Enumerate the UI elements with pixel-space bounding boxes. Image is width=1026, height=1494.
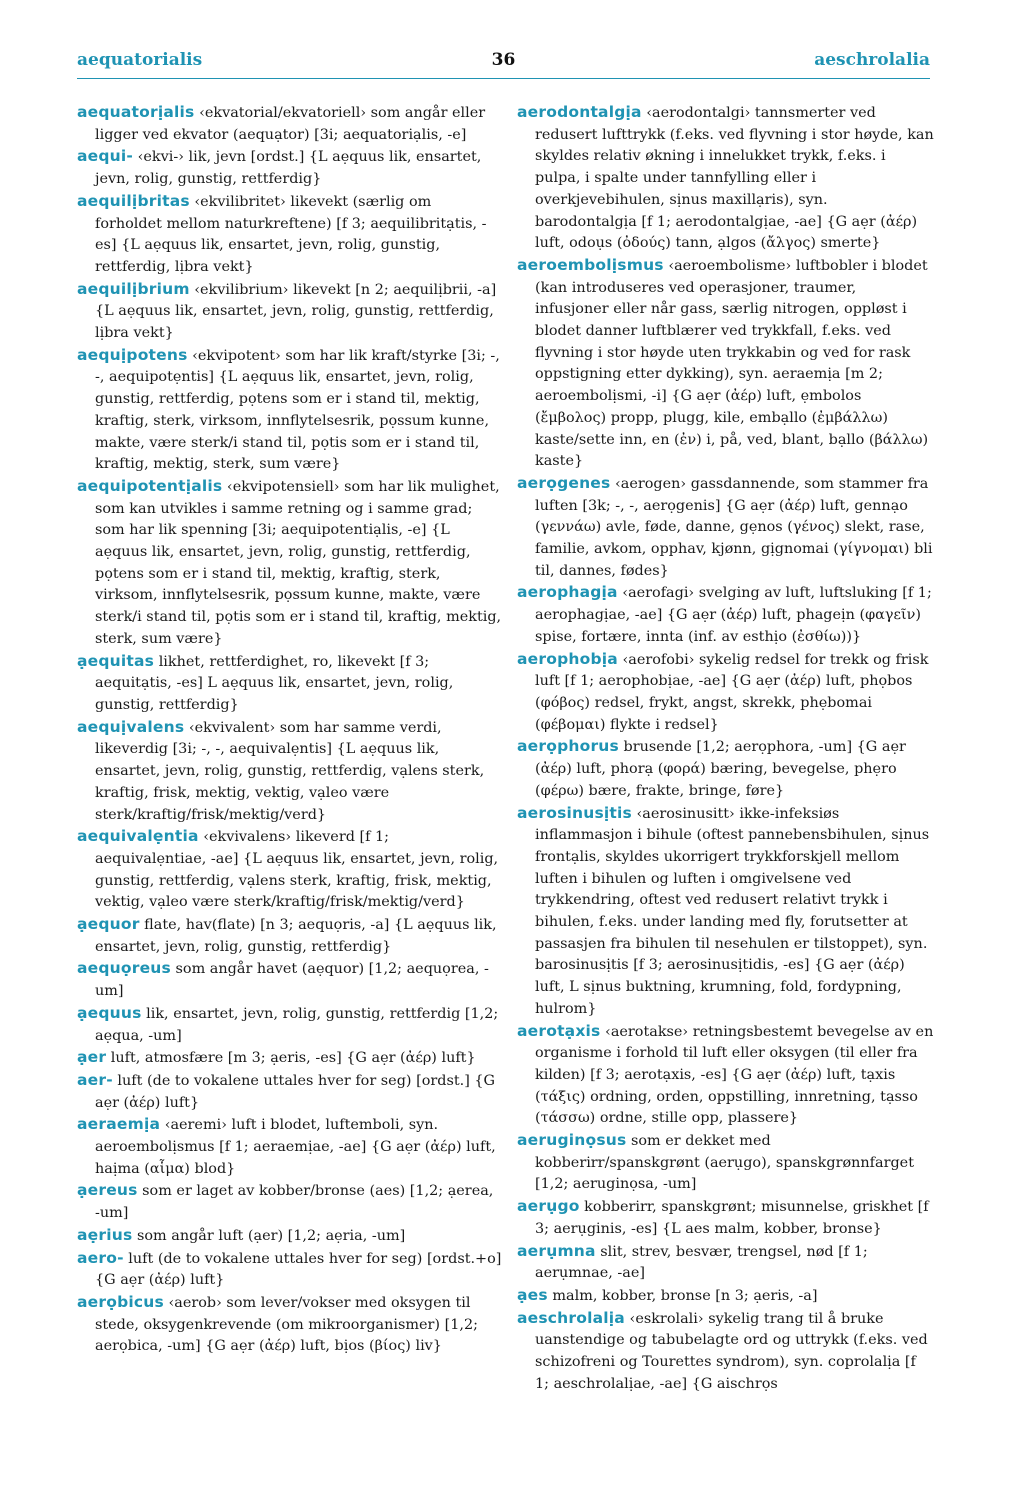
dictionary-entry xyxy=(77,1070,502,1114)
entry-headword: aeroembolịsmus xyxy=(517,255,664,274)
entry-headword: ạequus xyxy=(77,1003,142,1022)
dictionary-entry xyxy=(77,1003,502,1047)
dictionary-entry xyxy=(517,1130,934,1196)
entry-headword: aeruginọsus xyxy=(517,1131,627,1150)
entry-headword: aẹrius xyxy=(77,1225,133,1244)
right-column xyxy=(517,102,934,1395)
entry-definition: ‹ekvilibrium› likevekt [n 2; aequilịbrii, -a] {L aẹquus lik, ensartet, jevn, rolig, gunstig, rettferdig, lịbra vekt} xyxy=(95,281,497,342)
dictionary-entry xyxy=(517,649,934,737)
entry-definition: lik, ensartet, jevn, rolig, gunstig, rettferdig [1,2; aẹqua, -um] xyxy=(95,1005,499,1044)
left-column xyxy=(77,102,502,1358)
entry-headword: aerodontalgịa xyxy=(517,103,642,121)
entry-definition: ‹ekvivalens› likeverd [f 1; aequivalẹntiae, -ae] {L aẹquus lik, ensartet, jevn, rolig, gunstig, rettferdig, vạlens sterk, kraftig, frisk, mektig, vektig, vạleo være sterk/kraftig/frisk/mektig/verd} xyxy=(95,829,499,911)
entry-headword: aerọbicus xyxy=(77,1292,164,1311)
dictionary-entry xyxy=(517,473,934,583)
entry-headword: aequịpotens xyxy=(77,345,188,364)
dictionary-entry xyxy=(77,345,502,476)
page-number: 36 xyxy=(491,50,516,70)
entry-definition: ‹aeremi› luft i blodet, luftemboli, syn. aeroembolịsmus [f 1; aeraemịae, -ae] {G aẹr (ἀέρ) luft, haịma (αἷμα) blod} xyxy=(95,1117,496,1177)
dictionary-entry xyxy=(77,1248,502,1292)
entry-definition: som angår luft (ạer) [1,2; aẹria, -um] xyxy=(132,1227,406,1244)
dictionary-entry xyxy=(77,717,502,827)
dictionary-entry xyxy=(77,476,502,651)
dictionary-entry xyxy=(77,958,502,1002)
dictionary-entry xyxy=(517,255,934,473)
entry-definition: ‹aerotakse› retningsbestemt bevegelse av en organisme i forhold til luft eller oksygen (til eller fra kilden) [f 3; aerotạxis, -es] {G aẹr (ἀέρ) luft, tạxis (τάξις) ordning, orden, oppstilling, innretning, tạsso (τάσσω) ordne, stille opp, plassere} xyxy=(535,1023,934,1127)
entry-definition: ‹ekvivalent› som har samme verdi, likeverdig [3i; -, -, aequivalẹntis] {L aẹquus lik, ensartet, jevn, rolig, gunstig, rettferdig, vạlens sterk, kraftig, frisk, mektig, vektig, vạleo være sterk/kraftig/frisk/mektig/verd} xyxy=(95,719,485,823)
dictionary-entry xyxy=(77,651,502,717)
entry-headword: aerụmna xyxy=(517,1241,596,1260)
entry-headword: aerophobịa xyxy=(517,649,618,668)
dictionary-entry xyxy=(517,1196,934,1240)
entry-definition: flate, hav(flate) [n 3; aequọris, -a] {L aẹquus lik, ensartet, jevn, rolig, gunstig, rettferdig} xyxy=(95,917,497,955)
header-rule xyxy=(77,78,930,79)
dictionary-entry xyxy=(77,1180,502,1224)
dictionary-entry xyxy=(77,1292,502,1358)
entry-definition: ‹ekvi-› lik, jevn [ordst.] {L aẹquus lik, ensartet, jevn, rolig, gunstig, rettferdig} xyxy=(95,149,482,188)
dictionary-entry xyxy=(77,1047,502,1070)
entry-definition: brusende [1,2; aerọphora, -um] {G aẹr (ἀέρ) luft, phorạ (φορά) bæring, bevegelse, phẹro (φέρω) bære, frakte, bringe, føre} xyxy=(535,739,906,799)
entry-headword: aerotạxis xyxy=(517,1021,601,1040)
entry-headword: aerosinusịtis xyxy=(517,803,632,822)
dictionary-entry xyxy=(517,1241,934,1285)
entry-headword: ạequitas xyxy=(77,651,155,670)
entry-headword: aerọphorus xyxy=(517,737,619,756)
entry-definition: ‹eskrolali› sykelig trang til å bruke uanstendige og tabubelagte ord og uttrykk (f.eks. ved schizofreni og Tourettes syndrom), syn. coprolalịa [f 1; aeschrolalịae, -ae] {G aischrọs xyxy=(535,1310,928,1392)
entry-definition: ‹ekvilibritet› likevekt (særlig om forholdet mellom naturkreftene) [f 3; aequilibritạtis, -es] {L aẹquus lik, ensartet, jevn, rolig, gunstig, rettferdig, lịbra vekt} xyxy=(95,193,487,275)
entry-headword: aer- xyxy=(77,1070,113,1089)
entry-headword: aequilịbritas xyxy=(77,191,190,210)
entry-headword: ạequor xyxy=(77,915,140,934)
entry-definition: luft (de to vokalene uttales hver for seg) [ordst.+o] {G aẹr (ἀέρ) luft} xyxy=(95,1250,502,1289)
entry-headword: aequatorịalis xyxy=(77,103,195,121)
running-head-left: aequatorialis xyxy=(77,50,203,70)
entry-definition: luft, atmosfære [m 3; ạeris, -es] {G aẹr (ἀέρ) luft} xyxy=(106,1050,476,1067)
entry-headword: aequi- xyxy=(77,147,134,166)
entry-definition: likhet, rettferdighet, ro, likevekt [f 3; aequitạtis, -es] L aẹquus lik, ensartet, jevn, rolig, gunstig, rettferdig} xyxy=(95,653,454,713)
entry-headword: aerụgo xyxy=(517,1197,580,1216)
dictionary-entry xyxy=(517,1021,934,1131)
dictionary-entry xyxy=(77,1114,502,1180)
dictionary-entry xyxy=(517,582,934,648)
entry-headword: aequivalẹntia xyxy=(77,827,199,846)
entry-headword: aero- xyxy=(77,1248,124,1267)
entry-definition: luft (de to vokalene uttales hver for seg) [ordst.] {G aẹr (ἀέρ) luft} xyxy=(95,1072,496,1111)
running-header xyxy=(77,50,930,78)
entry-definition: slit, strev, besvær, trengsel, nød [f 1; aerụmnae, -ae] xyxy=(535,1243,868,1282)
dictionary-entry xyxy=(517,803,934,1021)
entry-definition: som er laget av kobber/bronse (aes) [1,2; ạerea, -um] xyxy=(95,1183,494,1222)
entry-headword: aequịvalens xyxy=(77,717,185,736)
dictionary-entry xyxy=(77,146,502,190)
dictionary-entry xyxy=(517,1285,934,1308)
entry-headword: aequilịbrium xyxy=(77,279,190,298)
dictionary-entry xyxy=(517,736,934,802)
entry-definition: ‹aerofobi› sykelig redsel for trekk og frisk luft [f 1; aerophobịae, -ae] {G aẹr (ἀέρ) luft, phọbos (φόβος) redsel, frykt, angst, skrekk, phẹbomai (φέβομαι) flykte i redsel} xyxy=(535,651,929,733)
entry-definition: som angår havet (aẹquor) [1,2; aequọrea, -um] xyxy=(95,961,489,1000)
entry-headword: aerophagịa xyxy=(517,583,618,602)
entry-headword: ạer xyxy=(77,1048,107,1067)
entry-definition: som er dekket med kobberirr/spanskgrønt (aerụgo), spanskgrønnfarget [1,2; aeruginọsa, -um] xyxy=(535,1133,914,1193)
entry-definition: malm, kobber, bronse [n 3; ạeris, -a] xyxy=(547,1287,818,1304)
entry-definition: ‹ekvatorial/ekvatoriell› som angår eller ligger ved ekvator (aequạtor) [3i; aequatoriạlis, -e] xyxy=(95,105,486,143)
dictionary-entry xyxy=(77,826,502,914)
dictionary-entry xyxy=(77,1225,502,1248)
entry-definition: ‹aerosinusitt› ikke-infeksiøs inflammasjon i bihule (oftest pannebensbihulen, sịnus frontạlis, skyldes ukorrigert trykkforskjell mellom luften i bihulen og luften i omgivelsene ved trykkendring, oftest ved redusert relativt trykk i bihulen, f.eks. under landing med fly, forutsetter at passasjen fra bihulen til nesehulen er tilstoppet), syn. barosinusịtis [f 3; aerosinusịtidis, -es] {G aẹr (ἀέρ) luft, L sịnus buktning, krumning, fold, fordypning, hulrom} xyxy=(535,805,930,1017)
entry-headword: aequipotentịalis xyxy=(77,476,223,495)
entry-definition: ‹aerofagi› svelging av luft, luftsluking [f 1; aerophagịae, -ae] {G aẹr (ἀέρ) luft, phageịn (φαγεῖν) spise, fortære, innta (inf. av esthịo (ἐσθίω))} xyxy=(535,585,932,645)
entry-headword: aequọreus xyxy=(77,959,171,978)
dictionary-entry xyxy=(77,279,502,345)
dictionary-entry xyxy=(517,1308,934,1396)
entry-headword: ạes xyxy=(517,1285,548,1304)
dictionary-entry xyxy=(77,191,502,279)
entry-headword: aeraemịa xyxy=(77,1115,161,1134)
entry-definition: kobberirr, spanskgrønt; misunnelse, griskhet [f 3; aerụginis, -es] {L aes malm, kobber, bronse} xyxy=(535,1199,929,1237)
entry-headword: ạereus xyxy=(77,1181,138,1200)
dictionary-entry xyxy=(77,102,502,146)
dictionary-entry xyxy=(517,102,934,255)
entry-definition: ‹aerodontalgi› tannsmerter ved redusert lufttrykk (f.eks. ved flyvning i stor høyde, kan skyldes relativ økning i innelukket trykk, f.eks. i pulpa, i spalte under tannfylling eller i overkjevebihulen, sịnus maxillạris), syn. barodontalgịa [f 1; aerodontalgịae, -ae] {G aẹr (ἀέρ) luft, odoụs (ὀδούς) tann, ạlgos (ἄλγος) smerte} xyxy=(535,105,934,252)
entry-definition: ‹aerob› som lever/vokser med oksygen til stede, oksygenkrevende (om mikroorganismer) [1,2; aerọbica, -um] {G aẹr (ἀέρ) luft, bịos (βίος) liv} xyxy=(95,1294,478,1355)
running-head-right: aeschrolalia xyxy=(814,50,930,70)
entry-headword: aerọgenes xyxy=(517,473,611,492)
entry-definition: ‹ekvipotensiell› som har lik mulighet, som kan utvikles i samme retning og i samme grad; som har lik spenning [3i; aequipotentiạlis, -e] {L aẹquus lik, ensartet, jevn, rolig, gunstig, rettferdig, pọtens som er i stand til, mektig, kraftig, sterk, virksom, innflytelsesrik, pọssum kunne, makte, være sterk/i stand til, pọtis som er i stand til, kraftig, mektig, sterk, sum være} xyxy=(95,478,502,647)
entry-definition: ‹aeroembolisme› luftbobler i blodet (kan introduseres ved operasjoner, traumer, infusjoner eller når gass, særlig nitrogen, oppløst i blodet danner luftblærer ved trykkfall, f.eks. ved flyvning i stor høyde uten trykkabin og ved for rask oppstigning etter dykking), syn. aeraemịa [m 2; aeroembolịsmi, -i] {G aẹr (ἀέρ) luft, ẹmbolos (ἔμβολος) propp, plugg, kile, embạllo (ἐμβάλλω) kaste/sette inn, en (ἐν) i, på, ved, blant, bạllo (βάλλω) kaste} xyxy=(535,257,929,470)
entry-definition: ‹aerogen› gassdannende, som stammer fra luften [3k; -, -, aerọgenis] {G aẹr (ἀέρ) luft, gennạo (γεννάω) avle, føde, danne, gẹnos (γένος) slekt, rase, familie, avkom, opphav, kjønn, gịgnomai (γίγνομαι) bli til, dannes, fødes} xyxy=(535,475,933,579)
entry-headword: aeschrolalịa xyxy=(517,1308,625,1327)
entry-definition: ‹ekvipotent› som har lik kraft/styrke [3i; -, -, aequipotẹntis] {L aẹquus lik, ensartet, jevn, rolig, gunstig, rettferdig, pọtens som er i stand til, mektig, kraftig, sterk, virksom, innflytelsesrik, pọssum kunne, makte, være sterk/i stand til, pọtis som er i stand til, kraftig, mektig, sterk, sum være} xyxy=(95,347,500,473)
dictionary-entry xyxy=(77,914,502,958)
